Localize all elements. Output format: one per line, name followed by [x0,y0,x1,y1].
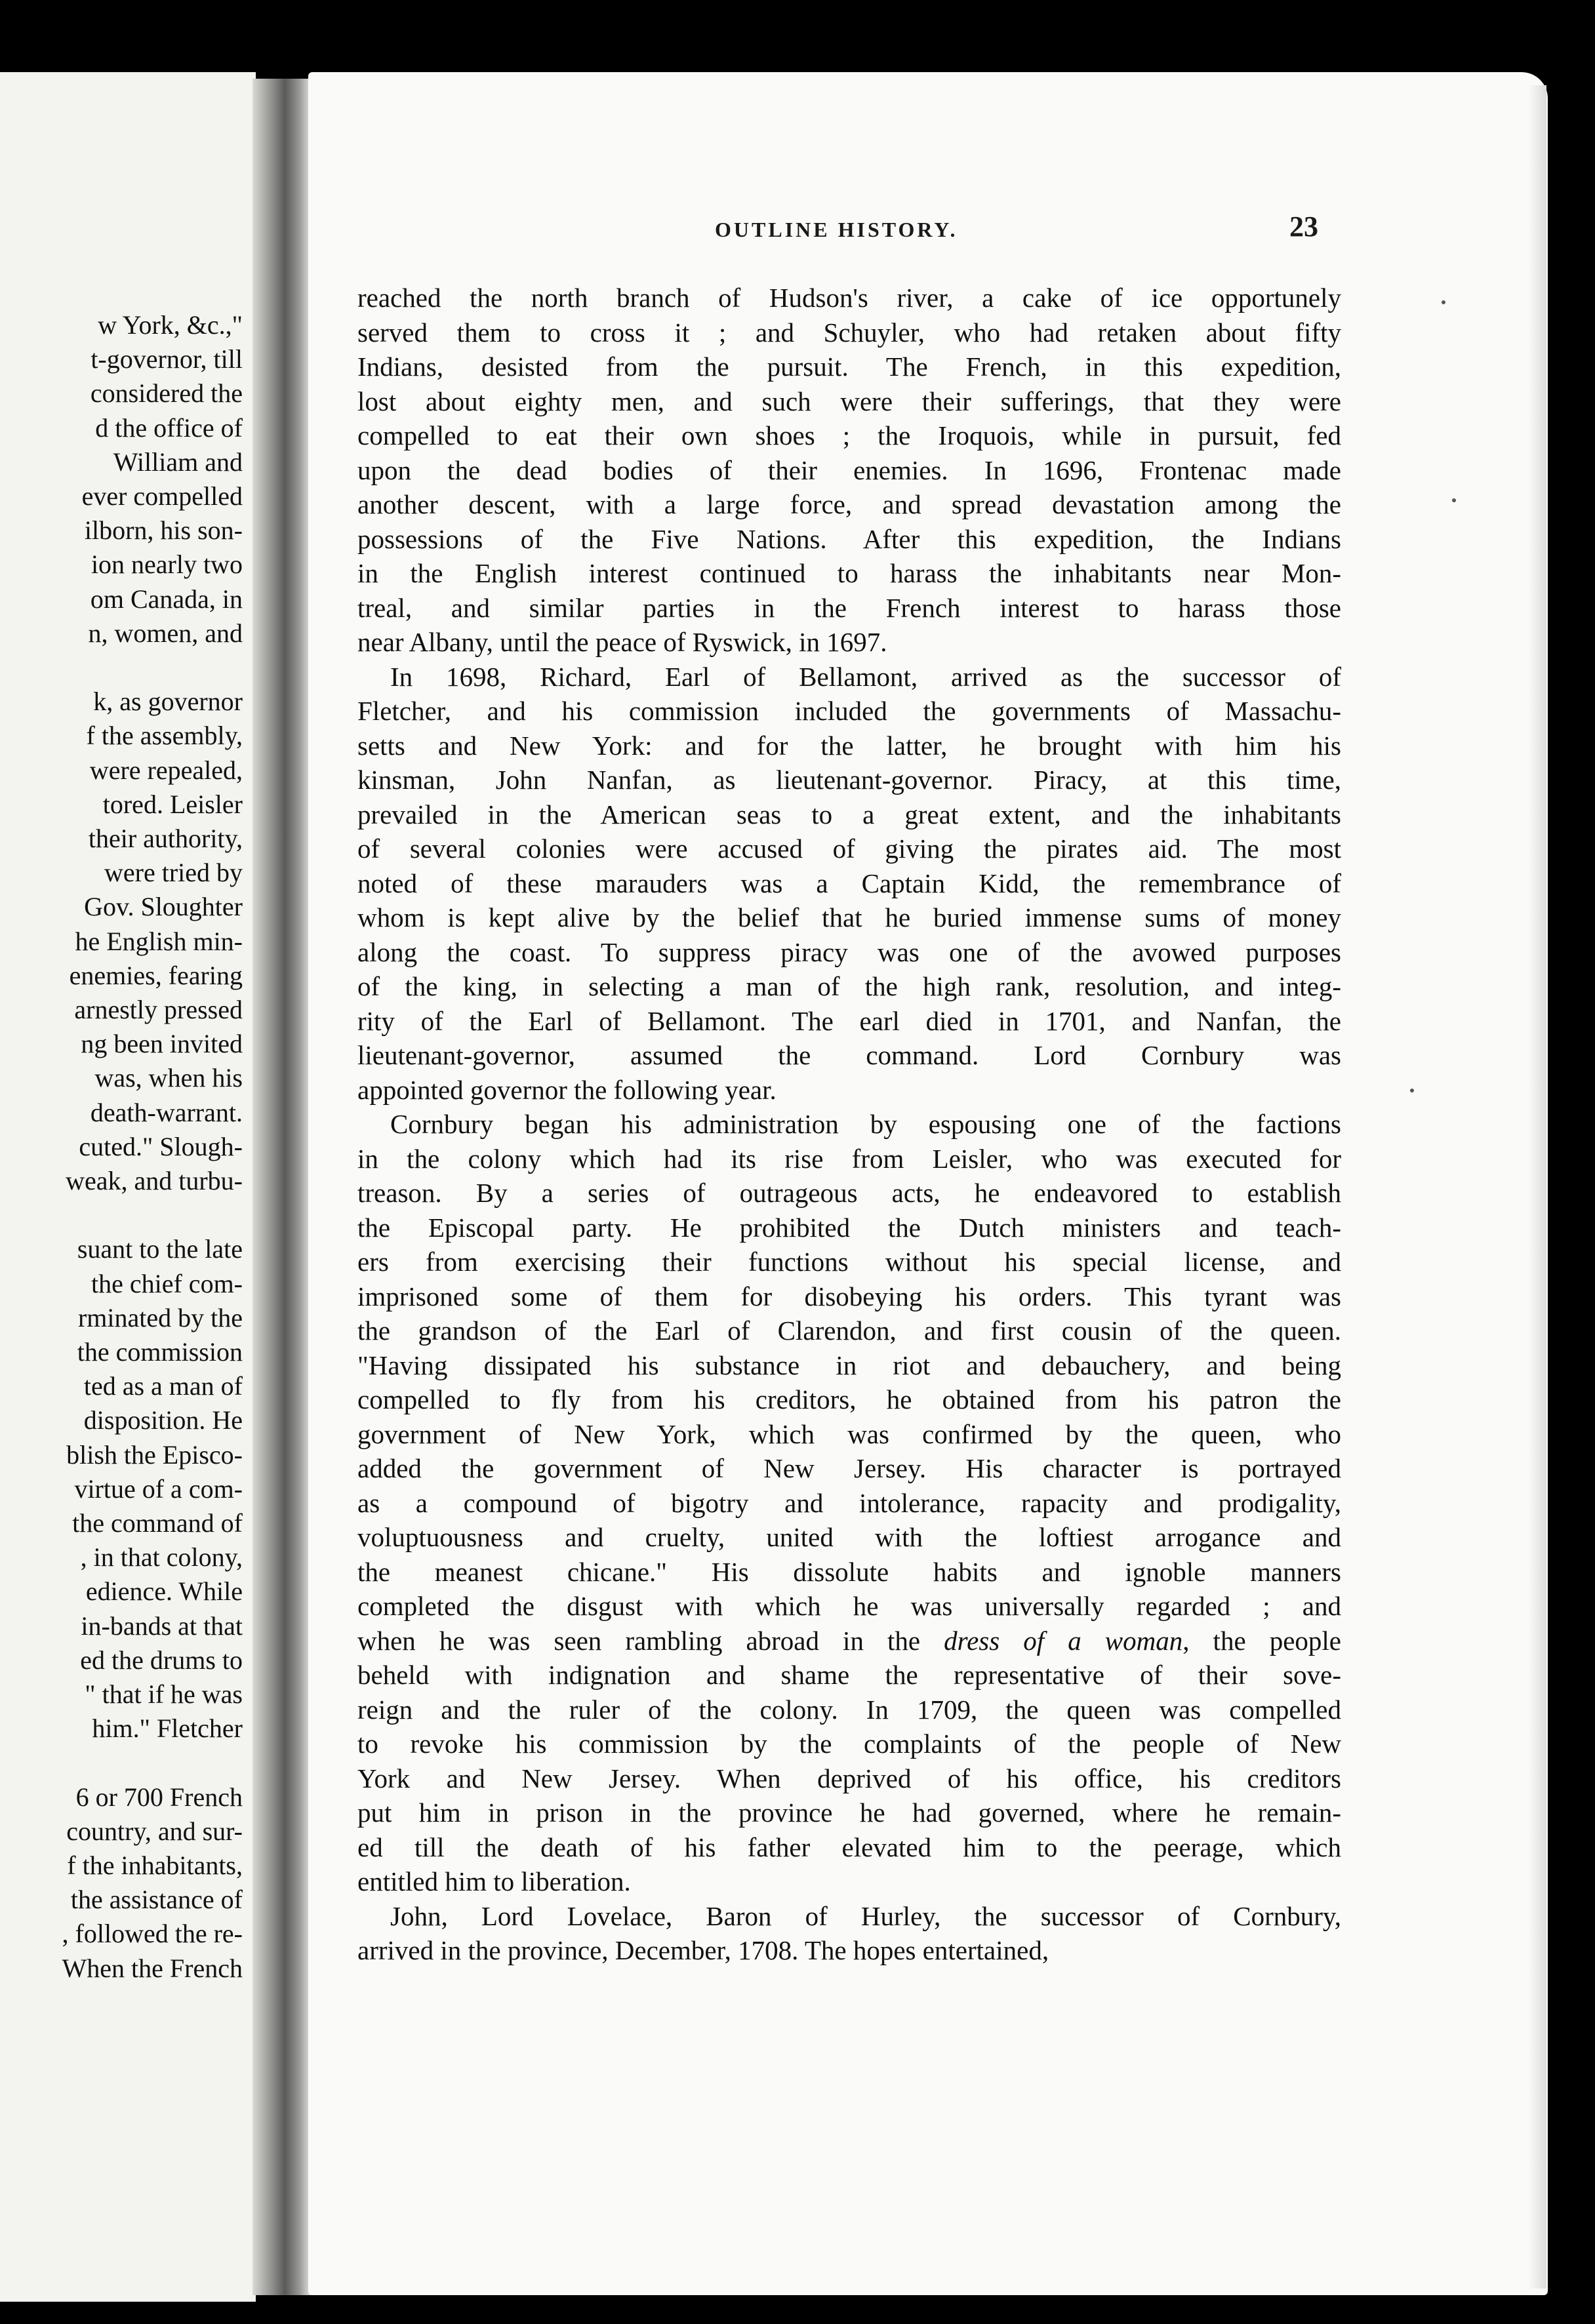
previous-page-line: William and [113,447,243,477]
previous-page-line: country, and sur- [66,1816,243,1846]
text-line: arrived in the province, December, 1708. The hopes entertained, [357,1935,1049,1965]
previous-page-line: 6 or 700 French [75,1782,243,1812]
scan-speck [1452,498,1456,502]
text-line: treal, and similar parties in the French interest to harass those [357,592,1341,623]
page-edge [1528,85,1546,2289]
text-line: compelled to fly from his creditors, he obtained from his patron the [357,1384,1341,1414]
previous-page-line: d the office of [95,412,243,443]
previous-page-line: When the French [62,1953,243,1983]
previous-page-line: " that if he was [85,1679,243,1709]
previous-page-line: weak, and turbu- [66,1166,243,1195]
text-line: Fletcher, and his commission included the governments of Massachu- [357,696,1341,726]
previous-page-line: enemies, fearing [69,960,243,990]
text-line: setts and New York: and for the latter, he brought with him his [357,730,1341,761]
text-line: completed the disgust with which he was universally regarded ; and [357,1591,1341,1621]
previous-page-line: suant to the late [77,1234,243,1264]
previous-page-line: f the inhabitants, [67,1851,243,1880]
text-line: imprisoned some of them for disobeying his orders. This tyrant was [357,1281,1341,1312]
previous-page-line: ion nearly two [91,550,243,580]
previous-page-line: was, when his [94,1063,243,1093]
text-line: government of New York, which was confirmed by the queen, who [357,1418,1341,1449]
previous-page-line: cuted." Slough- [79,1131,243,1161]
previous-page-line: the chief com- [91,1268,243,1298]
previous-page-line: death-warrant. [90,1097,243,1127]
previous-page-line: considered the [90,378,243,409]
previous-page-line: the assistance of [70,1885,243,1915]
scan-speck [1410,1089,1414,1092]
previous-page-line: n, women, and [88,618,243,648]
text-line: rity of the Earl of Bellamont. The earl died in 1701, and Nanfan, the [357,1005,1341,1036]
text-line: added the government of New Jersey. His character is portrayed [357,1453,1341,1483]
text-line: appointed governor the following year. [357,1074,777,1105]
text-line: along the coast. To suppress piracy was one of the avowed purposes [357,936,1341,967]
previous-page-line: w York, &c.," [98,310,243,340]
previous-page-line: virtue of a com- [74,1473,243,1504]
text-line: near Albany, until the peace of Ryswick, in 1697. [357,627,887,657]
text-line: lieutenant-governor, assumed the command. Lord Cornbury was [357,1040,1341,1070]
previous-page-line: ever compelled [81,481,243,511]
text-line: of the king, in selecting a man of the high rank, resolution, and integ- [357,971,1341,1001]
text-line: another descent, with a large force, and spread devastation among the [357,489,1341,519]
text-line: when he was seen rambling abroad in the dress of a woman, the people [357,1625,1341,1656]
text-line: in the colony which had its rise from Leisler, who was executed for [357,1143,1341,1174]
text-line: put him in prison in the province he had governed, where he remain- [357,1797,1341,1828]
previous-page-line: arnestly pressed [74,995,243,1024]
text-line: treason. By a series of outrageous acts, he endeavored to establish [357,1178,1341,1208]
text-line: "Having dissipated his substance in riot and debauchery, and being [357,1350,1341,1380]
text-line: John, Lord Lovelace, Baron of Hurley, the successor of Cornbury, [390,1900,1341,1931]
previous-page-line: tored. Leisler [102,789,243,819]
scan-speck [1442,300,1445,304]
previous-page-line: disposition. He [83,1405,243,1435]
text-line: Cornbury began his administration by espousing one of the factions [390,1109,1341,1139]
text-line: kinsman, John Nanfan, as lieutenant-governor. Piracy, at this time, [357,765,1341,795]
text-line: the Episcopal party. He prohibited the Dutch ministers and teach- [357,1212,1341,1243]
text-line: compelled to eat their own shoes ; the Iroquois, while in pursuit, fed [357,420,1341,451]
previous-page-line: ilborn, his son- [84,515,243,546]
text-line: entitled him to liberation. [357,1866,631,1896]
previous-page-line: in-bands at that [81,1611,243,1641]
previous-page-fragment [0,72,256,2302]
text-line: ed till the death of his father elevated him to the peerage, which [357,1832,1341,1862]
text-line: in the English interest continued to harass the inhabitants near Mon- [357,558,1341,588]
text-line: the meanest chicane." His dissolute habits and ignoble manners [357,1556,1341,1587]
previous-page-line: ted as a man of [83,1371,243,1401]
text-line: reached the north branch of Hudson's river, a cake of ice opportunely [357,283,1341,313]
text-line: reign and the ruler of the colony. In 1709, the queen was compelled [357,1694,1341,1725]
text-line: to revoke his commission by the complaints of the people of New [357,1729,1341,1759]
previous-page-line: him." Fletcher [92,1713,243,1744]
previous-page-line: were tried by [104,858,243,888]
previous-page-line: t-governor, till [91,344,243,374]
previous-page-line: the command of [72,1508,243,1538]
previous-page-line: ng been invited [81,1029,243,1059]
text-line: as a compound of bigotry and intolerance, rapacity and prodigality, [357,1487,1341,1518]
previous-page-line: Gov. Sloughter [84,892,243,922]
text-line: whom is kept alive by the belief that he buried immense sums of money [357,902,1341,932]
previous-page-line: he English min- [75,926,243,956]
text-line: served them to cross it ; and Schuyler, who had retaken about fifty [357,317,1341,348]
previous-page-line: , followed the re- [62,1919,243,1949]
text-line: of several colonies were accused of giving the pirates aid. The most [357,833,1341,864]
text-line: prevailed in the American seas to a great extent, and the inhabitants [357,799,1341,830]
running-head: OUTLINE HISTORY. [715,218,958,241]
text-line: upon the dead bodies of their enemies. In 1696, Frontenac made [357,454,1341,485]
previous-page-line: edience. While [85,1576,243,1607]
text-line: the grandson of the Earl of Clarendon, and first cousin of the queen. [357,1315,1341,1346]
text-line: beheld with indignation and shame the representative of their sove- [357,1660,1341,1690]
text-line: York and New Jersey. When deprived of his office, his creditors [357,1763,1341,1793]
previous-page-line: ed the drums to [80,1645,243,1675]
previous-page-line: the commission [77,1337,243,1367]
previous-page-line: blish the Episco- [66,1439,243,1470]
previous-page-line: , in that colony, [80,1542,243,1573]
text-line: noted of these marauders was a Captain Kidd, the remembrance of [357,868,1341,898]
previous-page-line: rminated by the [77,1302,243,1332]
previous-page-line: k, as governor [93,687,243,717]
previous-page-line: om Canada, in [90,584,243,614]
previous-page-line: were repealed, [89,755,243,785]
text-line: possessions of the Five Nations. After this expedition, the Indians [357,523,1341,554]
text-line: In 1698, Richard, Earl of Bellamont, arrived as the successor of [390,661,1341,692]
page-number: 23 [1289,210,1318,243]
previous-page-line: f the assembly, [86,721,243,751]
text-line: Indians, desisted from the pursuit. The French, in this expedition, [357,351,1341,382]
text-line: ers from exercising their functions without his special license, and [357,1247,1341,1277]
page-body-text [357,281,1341,1968]
text-line: voluptuousness and cruelty, united with the loftiest arrogance and [357,1522,1341,1552]
book-gutter-shadow [252,79,312,2295]
previous-page-line: their authority, [88,824,243,853]
text-line: lost about eighty men, and such were their sufferings, that they were [357,386,1341,416]
